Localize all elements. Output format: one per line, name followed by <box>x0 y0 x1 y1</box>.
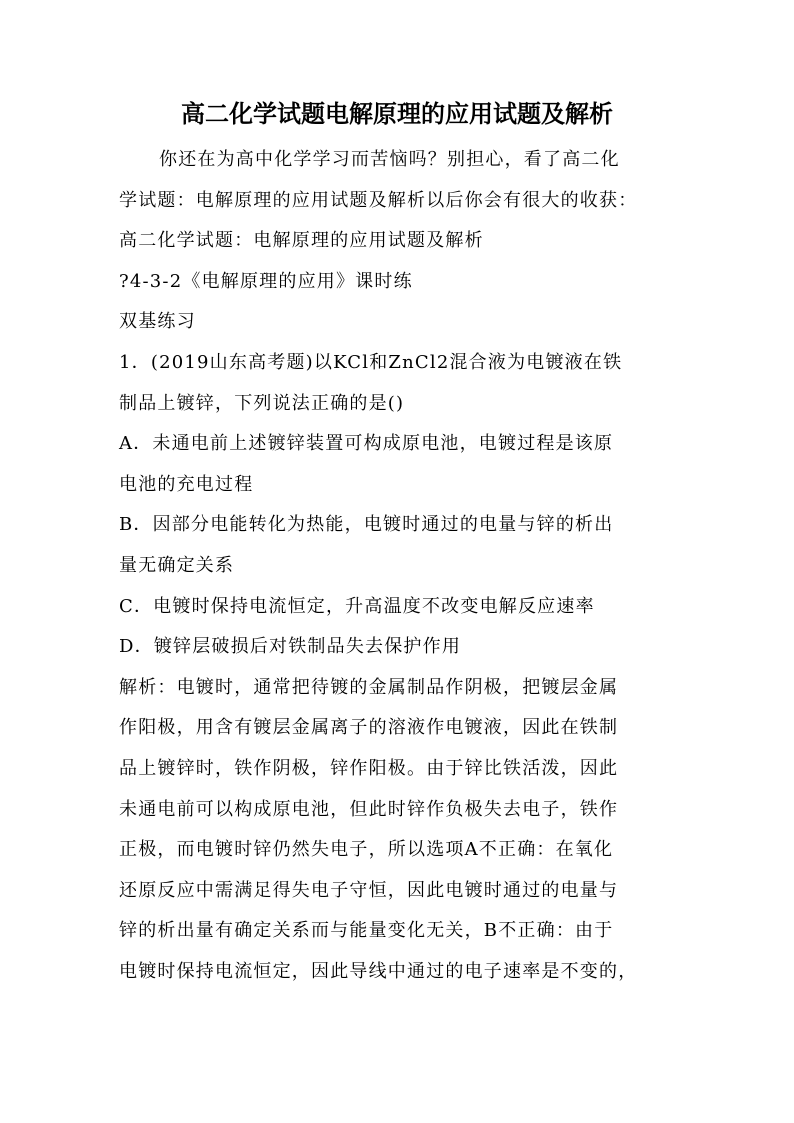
paragraph-line: 高二化学试题：电解原理的应用试题及解析 <box>119 230 484 252</box>
analysis-line: 未通电前可以构成原电池，但此时锌作负极失去电子，铁作 <box>119 798 619 820</box>
analysis-line: 电镀时保持电流恒定，因此导线中通过的电子速率是不变的， <box>119 960 638 982</box>
analysis-line: 正极，而电镀时锌仍然失电子，所以选项A不正确：在氧化 <box>119 839 614 861</box>
option-c-line: C．电镀时保持电流恒定，升高温度不改变电解反应速率 <box>119 595 595 617</box>
analysis-line: 还原反应中需满足得失电子守恒，因此电镀时通过的电量与 <box>119 879 619 901</box>
document-title: 高二化学试题电解原理的应用试题及解析 <box>181 99 613 128</box>
paragraph-line: 学试题：电解原理的应用试题及解析以后你会有很大的收获： <box>119 189 638 211</box>
option-b-line: B．因部分电能转化为热能，电镀时通过的电量与锌的析出 <box>119 514 614 536</box>
paragraph-line: ?4-3-2《电解原理的应用》课时练 <box>119 270 413 292</box>
document-body <box>119 140 679 992</box>
analysis-line: 作阳极，用含有镀层金属离子的溶液作电镀液，因此在铁制 <box>119 717 619 739</box>
option-a-line: A．未通电前上述镀锌装置可构成原电池，电镀过程是该原 <box>119 433 614 455</box>
analysis-line: 解析：电镀时，通常把待镀的金属制品作阴极，把镀层金属 <box>119 676 619 698</box>
option-d-line: D．镀锌层破损后对铁制品失去保护作用 <box>119 636 462 658</box>
question-line: 制品上镀锌，下列说法正确的是() <box>119 392 405 414</box>
analysis-line: 锌的析出量有确定关系而与能量变化无关，B不正确：由于 <box>119 920 614 942</box>
section-heading: 双基练习 <box>119 311 196 333</box>
analysis-line: 品上镀锌时，铁作阴极，锌作阳极。由于锌比铁活泼，因此 <box>119 757 619 779</box>
option-a-line: 电池的充电过程 <box>119 473 254 495</box>
option-b-line: 量无确定关系 <box>119 554 235 576</box>
paragraph-line: 你还在为高中化学学习而苦恼吗？别担心，看了高二化 <box>159 149 620 170</box>
question-line: 1．(2019山东高考题)以KCl和ZnCl2混合液为电镀液在铁 <box>119 351 623 373</box>
